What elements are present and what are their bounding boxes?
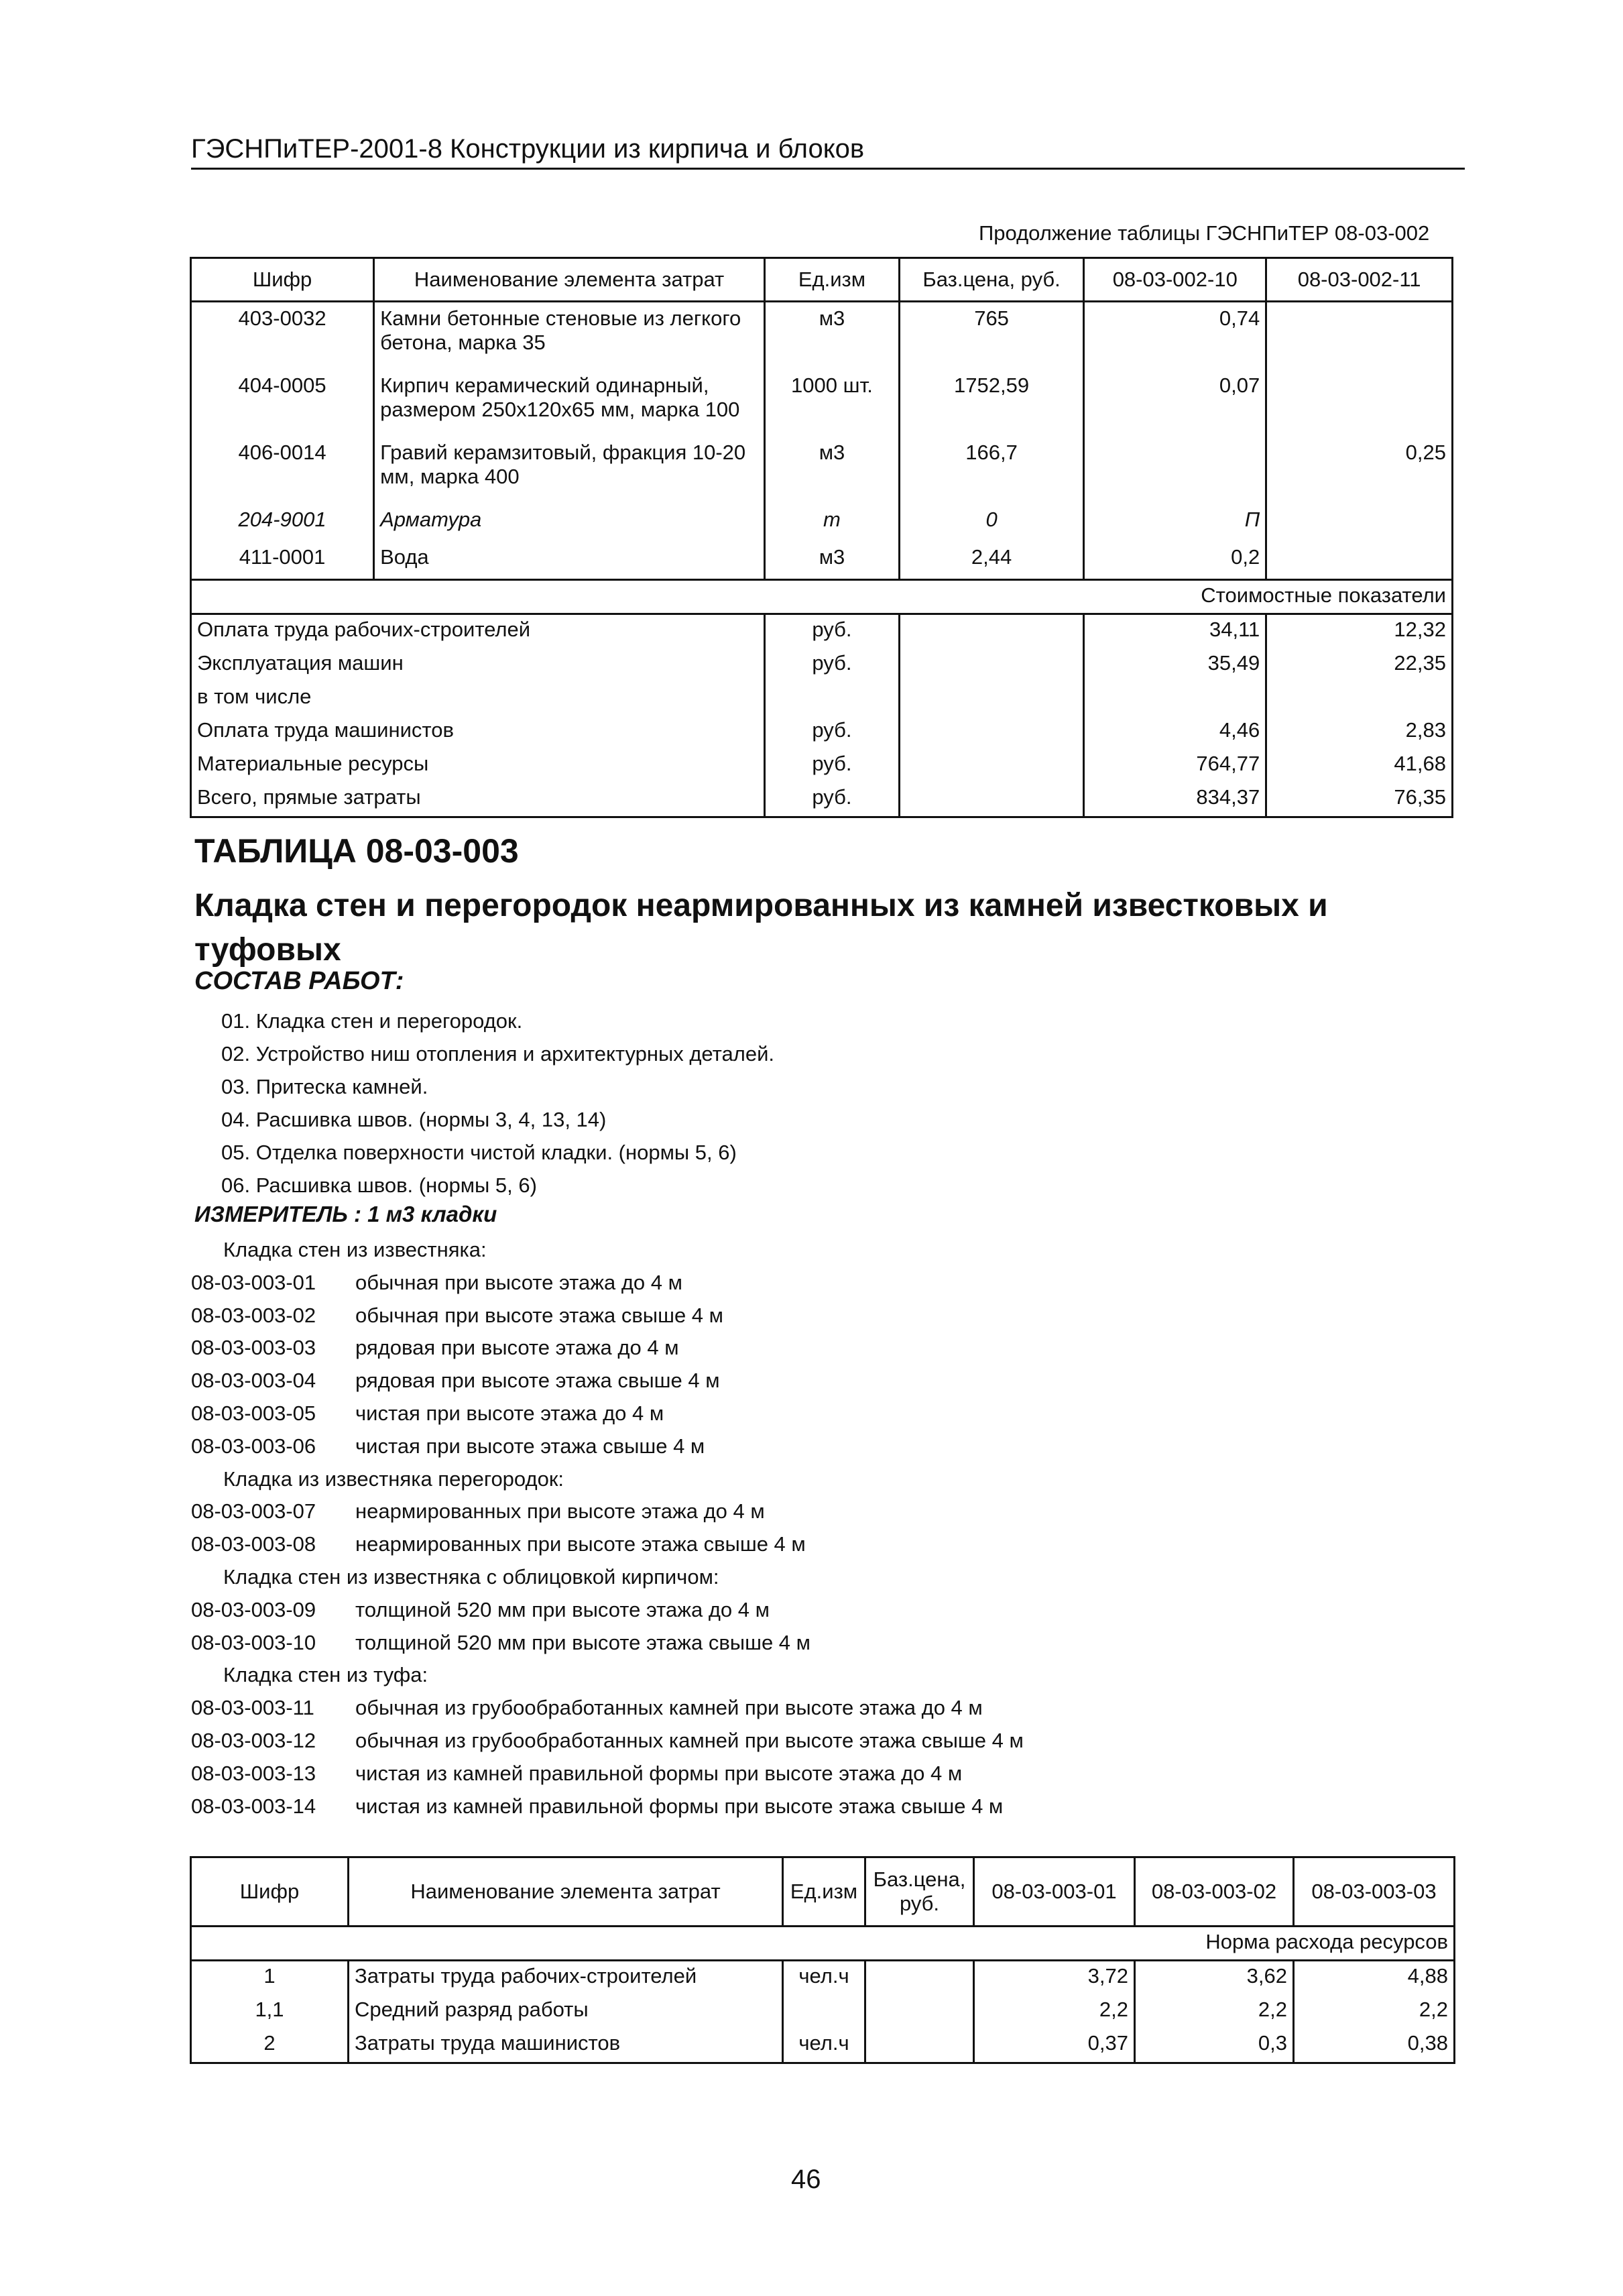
- norm-item: [191, 1790, 1398, 1823]
- norm-item: [191, 1495, 1398, 1528]
- cell-value: 0,07: [1084, 369, 1266, 437]
- cell-name: Затраты труда машинистов: [349, 2028, 783, 2063]
- work-item: 04. Расшивка швов. (нормы 3, 4, 13, 14): [221, 1108, 607, 1131]
- norm-item: [191, 1332, 1398, 1365]
- cost-row: [191, 749, 1453, 783]
- norm-code: 08-03-003-06: [191, 1434, 316, 1458]
- cell-code: 404-0005: [191, 369, 374, 437]
- cell-value: 2,2: [1135, 1995, 1294, 2028]
- cost-price: [899, 648, 1083, 682]
- norm-text: неармированных при высоте этажа до 4 м: [355, 1499, 765, 1524]
- cell-value: 0,38: [1294, 2028, 1455, 2063]
- norm-code: 08-03-003-09: [191, 1597, 316, 1621]
- cell-value: 3,72: [974, 1961, 1135, 1996]
- cell-name: Гравий керамзитовый, фракция 10-20 мм, марка 400: [374, 437, 765, 504]
- norm-item: [191, 1528, 1398, 1561]
- work-item: 06. Расшивка швов. (нормы 5, 6): [221, 1173, 537, 1197]
- norm-text: неармированных при высоте этажа свыше 4 м: [355, 1532, 806, 1556]
- cell-code: 204-9001: [191, 504, 374, 541]
- cost-price: [899, 715, 1083, 749]
- norm-item: [191, 1692, 1398, 1725]
- cost-name: Эксплуатация машин: [191, 648, 765, 682]
- composition-title: СОСТАВ РАБОТ:: [194, 967, 404, 995]
- cost-unit: руб.: [765, 783, 900, 817]
- table-row: [191, 2028, 1455, 2063]
- cost-name: в том числе: [191, 682, 765, 715]
- norm-code: 08-03-003-02: [191, 1303, 316, 1327]
- norm-item: [191, 1397, 1398, 1430]
- column-header: Ед.изм: [783, 1857, 865, 1927]
- norm-group-label: Кладка стен из известняка:: [223, 1238, 487, 1261]
- norm-text: рядовая при высоте этажа свыше 4 м: [355, 1369, 720, 1393]
- norm-code: 08-03-003-14: [191, 1794, 316, 1818]
- table-continuation-caption: Продолжение таблицы ГЭСНПиТЕР 08-03-002: [979, 221, 1430, 245]
- norm-code: 08-03-003-03: [191, 1336, 316, 1360]
- column-header: Наименование элемента затрат: [349, 1857, 783, 1927]
- norm-text: чистая при высоте этажа свыше 4 м: [355, 1434, 705, 1458]
- cell-value: [1266, 369, 1453, 437]
- cell-unit: чел.ч: [783, 2028, 865, 2063]
- cost-value: 4,46: [1084, 715, 1266, 749]
- table-row: [191, 369, 1453, 437]
- cell-value: [1266, 504, 1453, 541]
- norm-text: обычная из грубообработанных камней при высоте этажа свыше 4 м: [355, 1728, 1024, 1752]
- cost-name: Оплата труда машинистов: [191, 715, 765, 749]
- cell-unit: чел.ч: [783, 1961, 865, 1996]
- cell-price: 765: [899, 302, 1083, 370]
- cost-value: 35,49: [1084, 648, 1266, 682]
- resource-table-08-03-002: [190, 257, 1453, 818]
- cell-unit: т: [765, 504, 900, 541]
- norm-text: обычная при высоте этажа до 4 м: [355, 1270, 682, 1294]
- work-item: 01. Кладка стен и перегородок.: [221, 1009, 523, 1033]
- cell-value: 2,2: [974, 1995, 1135, 2028]
- table-row: [191, 437, 1453, 504]
- cost-value: 41,68: [1266, 749, 1453, 783]
- cell-value: 2,2: [1294, 1995, 1455, 2028]
- cell-value: 4,88: [1294, 1961, 1455, 1996]
- cell-value: 0,3: [1135, 2028, 1294, 2063]
- cost-row: [191, 682, 1453, 715]
- cost-unit: руб.: [765, 749, 900, 783]
- norm-text: обычная из грубообработанных камней при высоте этажа до 4 м: [355, 1696, 983, 1720]
- cost-value: 764,77: [1084, 749, 1266, 783]
- norm-code: 08-03-003-13: [191, 1761, 316, 1785]
- norm-item: [191, 1627, 1398, 1660]
- column-header: Ед.изм: [765, 258, 900, 302]
- norm-group-label: Кладка стен из туфа:: [223, 1663, 428, 1687]
- section-label-row: [191, 1927, 1455, 1961]
- section-label-row: [191, 580, 1453, 614]
- work-item: 03. Притеска камней.: [221, 1075, 428, 1098]
- table-header-row: [191, 258, 1453, 302]
- cell-code: 411-0001: [191, 541, 374, 580]
- section-label: Стоимостные показатели: [191, 580, 1453, 614]
- cell-price: 2,44: [899, 541, 1083, 580]
- cell-unit: м3: [765, 541, 900, 580]
- cell-name: Арматура: [374, 504, 765, 541]
- cost-value: 2,83: [1266, 715, 1453, 749]
- cost-price: [899, 783, 1083, 817]
- norm-item: [191, 1594, 1398, 1627]
- cell-value: 0,25: [1266, 437, 1453, 504]
- column-header: 08-03-002-10: [1084, 258, 1266, 302]
- norm-item: [191, 1430, 1398, 1463]
- cell-value: 0,74: [1084, 302, 1266, 370]
- cost-value: 34,11: [1084, 614, 1266, 649]
- cost-value: 76,35: [1266, 783, 1453, 817]
- cost-value: 12,32: [1266, 614, 1453, 649]
- cost-unit: руб.: [765, 614, 900, 649]
- work-item: 02. Устройство ниш отопления и архитектурных деталей.: [221, 1042, 774, 1066]
- table-row: [191, 504, 1453, 541]
- page-number: 46: [791, 2165, 821, 2194]
- section-label: Норма расхода ресурсов: [191, 1927, 1455, 1961]
- column-header: 08-03-003-01: [974, 1857, 1135, 1927]
- table-row: [191, 541, 1453, 580]
- cost-price: [899, 614, 1083, 649]
- cost-value: [1266, 682, 1453, 715]
- cell-price: [865, 1995, 974, 2028]
- table-row: [191, 1995, 1455, 2028]
- column-header: 08-03-002-11: [1266, 258, 1453, 302]
- cost-value: 834,37: [1084, 783, 1266, 817]
- cell-value: [1266, 541, 1453, 580]
- cell-price: [865, 2028, 974, 2063]
- cell-name: Камни бетонные стеновые из легкого бетона, марка 35: [374, 302, 765, 370]
- norm-text: толщиной 520 мм при высоте этажа до 4 м: [355, 1597, 770, 1621]
- cost-unit: руб.: [765, 648, 900, 682]
- running-header: ГЭСНПиТЕР-2001-8 Конструкции из кирпича и блоков: [191, 133, 1465, 170]
- norm-code: 08-03-003-05: [191, 1401, 316, 1425]
- norm-item: [191, 1300, 1398, 1332]
- norm-group-label: Кладка из известняка перегородок:: [223, 1467, 564, 1491]
- norm-item: [191, 1365, 1398, 1397]
- work-item: 05. Отделка поверхности чистой кладки. (нормы 5, 6): [221, 1141, 737, 1164]
- cell-code: 1: [191, 1961, 349, 1996]
- norm-text: обычная при высоте этажа свыше 4 м: [355, 1303, 723, 1327]
- cell-unit: [783, 1995, 865, 2028]
- norm-text: рядовая при высоте этажа до 4 м: [355, 1336, 679, 1360]
- cell-code: 406-0014: [191, 437, 374, 504]
- norm-text: чистая при высоте этажа до 4 м: [355, 1401, 664, 1425]
- cost-value: 22,35: [1266, 648, 1453, 682]
- cost-row: [191, 614, 1453, 649]
- column-header: Баз.цена, руб.: [899, 258, 1083, 302]
- column-header: Баз.цена, руб.: [865, 1857, 974, 1927]
- cost-name: Материальные ресурсы: [191, 749, 765, 783]
- norm-text: чистая из камней правильной формы при высоте этажа свыше 4 м: [355, 1794, 1004, 1818]
- cell-value: [1266, 302, 1453, 370]
- cell-value: 0,2: [1084, 541, 1266, 580]
- table-title: ТАБЛИЦА 08-03-003: [194, 832, 519, 870]
- column-header: Шифр: [191, 1857, 349, 1927]
- norm-group-label: Кладка стен из известняка с облицовкой кирпичом:: [223, 1564, 719, 1589]
- cell-name: Затраты труда рабочих-строителей: [349, 1961, 783, 1996]
- table-row: [191, 1961, 1455, 1996]
- cost-row: [191, 783, 1453, 817]
- cell-name: Вода: [374, 541, 765, 580]
- cell-unit: м3: [765, 437, 900, 504]
- measure-unit: ИЗМЕРИТЕЛЬ : 1 м3 кладки: [194, 1202, 497, 1226]
- cost-unit: руб.: [765, 715, 900, 749]
- cell-price: 166,7: [899, 437, 1083, 504]
- cell-unit: 1000 шт.: [765, 369, 900, 437]
- cell-value: П: [1084, 504, 1266, 541]
- norm-text: толщиной 520 мм при высоте этажа свыше 4 м: [355, 1630, 810, 1654]
- table-header-row: [191, 1857, 1455, 1927]
- norm-code: 08-03-003-12: [191, 1728, 316, 1752]
- norm-code: 08-03-003-08: [191, 1532, 316, 1556]
- cell-value: [1084, 437, 1266, 504]
- table-heading: Кладка стен и перегородок неармированных из камней известковых и туфовых: [194, 888, 1328, 968]
- cell-price: 1752,59: [899, 369, 1083, 437]
- cost-unit: [765, 682, 900, 715]
- work-composition-list: [221, 1005, 1227, 1202]
- cell-code: 1,1: [191, 1995, 349, 2028]
- norm-code: 08-03-003-07: [191, 1499, 316, 1524]
- column-header: 08-03-003-02: [1135, 1857, 1294, 1927]
- cell-name: Кирпич керамический одинарный, размером 250x120x65 мм, марка 100: [374, 369, 765, 437]
- column-header: Шифр: [191, 258, 374, 302]
- column-header: Наименование элемента затрат: [374, 258, 765, 302]
- cost-row: [191, 715, 1453, 749]
- norm-item: [191, 1267, 1398, 1300]
- cell-price: [865, 1961, 974, 1996]
- cost-name: Всего, прямые затраты: [191, 783, 765, 817]
- cost-row: [191, 648, 1453, 682]
- cell-unit: м3: [765, 302, 900, 370]
- cell-price: 0: [899, 504, 1083, 541]
- norm-code: 08-03-003-10: [191, 1630, 316, 1654]
- cell-code: 2: [191, 2028, 349, 2063]
- norm-code: 08-03-003-04: [191, 1369, 316, 1393]
- cost-price: [899, 682, 1083, 715]
- norm-code: 08-03-003-01: [191, 1270, 316, 1294]
- norm-list: [191, 1234, 1398, 1823]
- cell-value: 0,37: [974, 2028, 1135, 2063]
- norm-item: [191, 1758, 1398, 1790]
- cost-value: [1084, 682, 1266, 715]
- column-header: 08-03-003-03: [1294, 1857, 1455, 1927]
- resource-table-08-03-003: [190, 1856, 1455, 2064]
- cost-name: Оплата труда рабочих-строителей: [191, 614, 765, 649]
- cell-name: Средний разряд работы: [349, 1995, 783, 2028]
- norm-text: чистая из камней правильной формы при высоте этажа до 4 м: [355, 1761, 963, 1785]
- norm-item: [191, 1725, 1398, 1758]
- table-row: [191, 302, 1453, 370]
- cell-code: 403-0032: [191, 302, 374, 370]
- cell-value: 3,62: [1135, 1961, 1294, 1996]
- norm-code: 08-03-003-11: [191, 1696, 314, 1720]
- cost-price: [899, 749, 1083, 783]
